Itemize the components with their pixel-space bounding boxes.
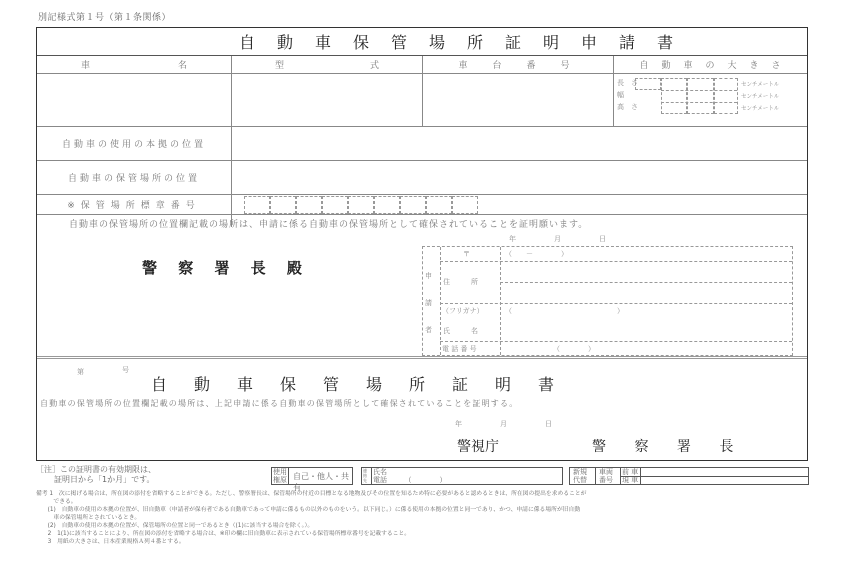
application-date [509,234,606,244]
contact-fields[interactable] [373,468,447,484]
furigana-field[interactable]: （ ） [505,307,624,315]
size-units [741,79,779,115]
side-char: 者 [425,326,432,334]
length-digit-1[interactable] [635,78,661,90]
remark-line: 車の保管場所とされているとき。 [36,515,141,521]
length-label: 長 さ [617,79,638,87]
use-base-field[interactable] [232,127,808,160]
storage-location-label: 自動車の保管場所の位置 [67,174,200,184]
header-text: 式 [369,61,379,71]
prev-car-label: 前 車 [622,468,639,476]
form-label: 別記様式第１号（第１条関係） [38,13,172,23]
header-text: 車 [80,61,90,71]
issuer-title: 警 察 署 長 [592,439,746,455]
applicant-side-label [425,263,432,344]
height-label: 高 さ [617,103,638,111]
day-label: 日 [545,420,552,428]
address-label: 住 所 [443,278,478,286]
header-text: 名 [177,61,187,71]
name-label: 氏 名 [443,327,478,335]
label-part: 新規 [573,468,587,476]
model-field[interactable] [232,74,422,125]
cert-number-field[interactable] [99,367,119,377]
contact-name: 氏名 [373,468,387,476]
use-base-label: 自動車の使用の本拠の位置 [61,140,206,150]
year-label: 年 [509,235,516,243]
storage-mark-number-boxes[interactable] [244,196,478,214]
use-rights-label [273,468,287,484]
label-part: 使用 [273,468,287,476]
day-label: 日 [599,235,606,243]
label-part: 権原 [273,476,287,484]
cert-number-suffix: 号 [122,366,129,374]
application-form [36,27,808,461]
current-car-field[interactable] [641,477,808,485]
remark-line: (2) 自動車の使用の本拠の位置が、保管場所の位置と同一であるとき（(1)に該当する場合を除く。）。 [36,523,314,529]
chassis-number-header: 車 台 番 号 [458,61,578,71]
furigana-label: （フリガナ） [442,307,484,315]
car-name-header [37,56,231,73]
month-label: 月 [500,420,507,428]
unit-label: センチメートル [741,94,780,100]
validity-note [36,465,156,485]
name-field[interactable] [501,319,792,340]
cert-number-prefix: 第 [77,368,84,376]
size-digit-column-2[interactable] [661,78,687,114]
side-char: 申 [425,272,432,280]
applicant-table [422,246,793,356]
size-digit-column-3[interactable] [687,78,714,114]
vehicle-number-label [599,468,613,484]
label-part: 代替 [573,476,587,484]
note-line: この証明書の有効期限は、 [60,465,156,474]
request-statement: 自動車の保管場所の位置欄記載の場所は、申請に係る自動車の保管場所として確保されていることを証明願います。 [69,220,589,230]
phone-field[interactable]: （ ） [553,345,595,353]
chassis-number-field[interactable] [423,74,613,125]
phone-label: 電 話 番 号 [442,345,477,353]
header-text: 型 [274,61,284,71]
current-car-label: 現 車 [622,476,639,484]
month-label: 月 [554,235,561,243]
certificate-date [455,419,552,429]
remarks [36,490,836,546]
issuer-agency: 警視庁 [457,439,499,455]
label-part: 番号 [599,476,613,484]
model-header [232,56,422,73]
remark-line: 3 用紙の大きさは、日本産業規格Ａ列４番とする。 [36,539,185,545]
use-rights-options[interactable]: 自己・他人・共有 [293,472,349,492]
certificate-title: 自動車保管場所証明書 [151,375,582,394]
new-replace-label [573,468,587,484]
contact-phone: 電話 （ ） [373,476,447,484]
size-digit-column-4[interactable] [714,78,738,114]
certificate-statement: 自動車の保管場所の位置欄記載の場所は、上記申請に係る自動車の保管場所として確保されていることを証明する。 [40,399,519,408]
postal-code-field[interactable]: （ － ） [505,250,568,258]
year-label: 年 [455,420,462,428]
width-label: 幅 [617,91,624,99]
vehicle-number-box [569,467,809,485]
remark-line: できる。 [36,499,77,505]
storage-mark-number-label: ※保管場所標章番号 [67,201,201,211]
vehicle-size-header: 自 動 車 の 大 き さ [639,61,783,71]
note-line: 証明日から「1か月」です。 [54,475,155,484]
remark-line: 2 1(1)に該当することにより、所在図の添付を省略する場合は、※印の欄に旧自動車に表示されている保管場所標章番号を記載すること。 [36,531,411,537]
prev-car-field[interactable] [641,468,808,476]
label-part: 絡 [363,473,367,478]
label-part: 連 [363,468,367,473]
postal-label: 〒 [463,250,470,258]
contact-box [361,467,563,485]
contact-label [363,468,367,483]
car-name-field[interactable] [37,74,231,125]
remark-line: 備考 1 次に掲げる場合は、所在図の添付を省略することができる。ただし、警察署長は、保管場所の付近の目標となる地物及びその位置を知るため特に必要があると認めるときは、所在図の提出を求めることが [36,491,587,497]
label-part: 先 [363,478,367,483]
note-label: ［注］ [36,465,60,474]
unit-label: センチメートル [741,82,780,88]
unit-label: センチメートル [741,106,780,112]
addressee: 警 察 署 長 殿 [142,259,310,277]
side-char: 請 [425,299,432,307]
remark-line: (1) 自動車の使用の本拠の位置が、旧自動車（申請者が保有者である自動車であって申請に係るもの以外のものをいう。以下同じ。）に係る使用の本拠の位置と同一であり、かつ、申請に係る場所が旧自動 [36,507,581,513]
form-title: 自動車保管場所証明申請書 [238,33,695,52]
storage-location-field[interactable] [232,161,808,194]
address-field[interactable] [501,262,792,302]
label-part: 車両 [599,468,613,476]
use-rights-box [271,467,353,492]
